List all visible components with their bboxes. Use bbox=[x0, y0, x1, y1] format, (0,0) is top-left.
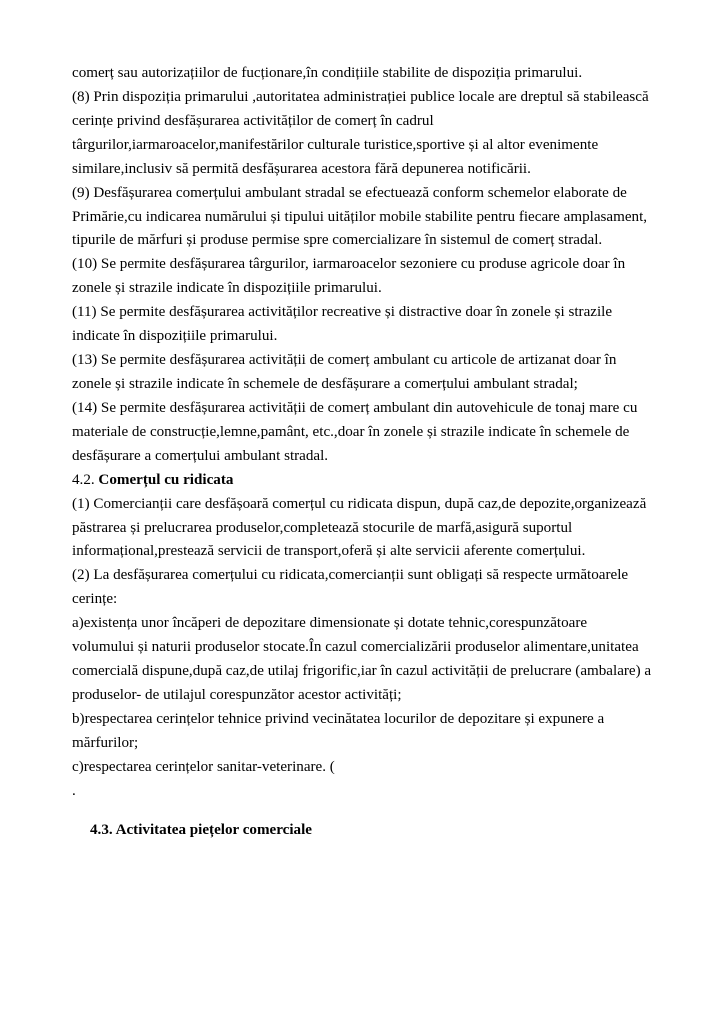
document-body bbox=[72, 62, 652, 843]
paragraph-13: (13) Se permite desfășurarea activității de comerț ambulant cu articole de artizanat doar în zonele și strazile indicate în schemele de desfășurare a comerțului ambulant stradal; bbox=[72, 352, 617, 392]
paragraph-4-2-1: (1) Comercianții care desfășoară comerțul cu ridicata dispun, după caz,de depozite,organizează păstrarea și prelucrarea produselor,completează stocurile de marfă,asigură suportul informațional,prestează servicii de transport,oferă și alte servicii aferente comerțului. bbox=[72, 495, 647, 560]
paragraph-continuation: comerț sau autorizațiilor de fucționare,în condițiile stabilite de dispoziția primarului. bbox=[72, 65, 583, 81]
section-title-4-2: Comerțul cu ridicata bbox=[98, 471, 234, 488]
paragraph-4-2-b: b)respectarea cerințelor tehnice privind vecinătatea locurilor de depozitare și expunere a mărfurilor; bbox=[72, 710, 605, 751]
paragraph-4-2-c: c)respectarea cerințelor sanitar-veterinare. ( bbox=[72, 758, 335, 775]
paragraph-10: (10) Se permite desfășurarea târgurilor, iarmaroacelor sezoniere cu produse agricole doar în zonele și strazile indicate în dispozițiile primarului. bbox=[72, 256, 626, 297]
section-heading-4-3: 4.3. Activitatea piețelor comerciale bbox=[90, 821, 312, 838]
paragraph-4-2-a: a)existența unor încăperi de depozitare dimensionate și dotate tehnic,corespunzătoare volumului și naturii produselor stocate.În cazul comercializării produselor alimentare,unitatea comercială dispune,după caz,de utilaj frigorific,iar în cazul activității de prelucrare (ambalare) a produselor- de utilajul corespunzător acestor activități; bbox=[72, 615, 652, 703]
paragraph-11: (11) Se permite desfășurarea activităților recreative și distractive doar în zonele și strazile indicate în dispozițiile primarului. bbox=[72, 304, 613, 345]
trailing-dot-line: . bbox=[72, 782, 76, 799]
section-heading-4-2 bbox=[72, 469, 652, 493]
section-number-4-2: 4.2. bbox=[72, 471, 99, 488]
paragraph-8: (8) Prin dispoziția primarului ,autoritatea administrației publice locale are dreptul să stabilească cerințe privind desfășurarea activităților de comerț în cadrul târgurilor,iarmaroacelor,manifestărilor culturale turistice,sportive și al altor evenimente similare,inclusiv să permită desfășurarea acestora fără depunerea notificării. bbox=[72, 88, 649, 177]
paragraph-4-2-2: (2) La desfășurarea comerțului cu ridicata,comercianții sunt obligați să respecte următoarele cerințe: bbox=[72, 567, 629, 608]
paragraph-9: (9) Desfășurarea comerțului ambulant stradal se efectuează conform schemelor elaborate de Primărie,cu indicarea numărului și tipului uităților mobile stabilite pentru fiecare amplasament, tipurile de mărfuri și produse permise spre comercializare în sistemul de comerț stradal. bbox=[72, 184, 648, 249]
paragraph-14: (14) Se permite desfășurarea activității de comerț ambulant din autovehicule de tonaj mare cu materiale de construcție,lemne,pamânt, etc.,doar în zonele și strazile indicate în schemele de desfășurare a comerțului ambulant stradal. bbox=[72, 399, 638, 464]
